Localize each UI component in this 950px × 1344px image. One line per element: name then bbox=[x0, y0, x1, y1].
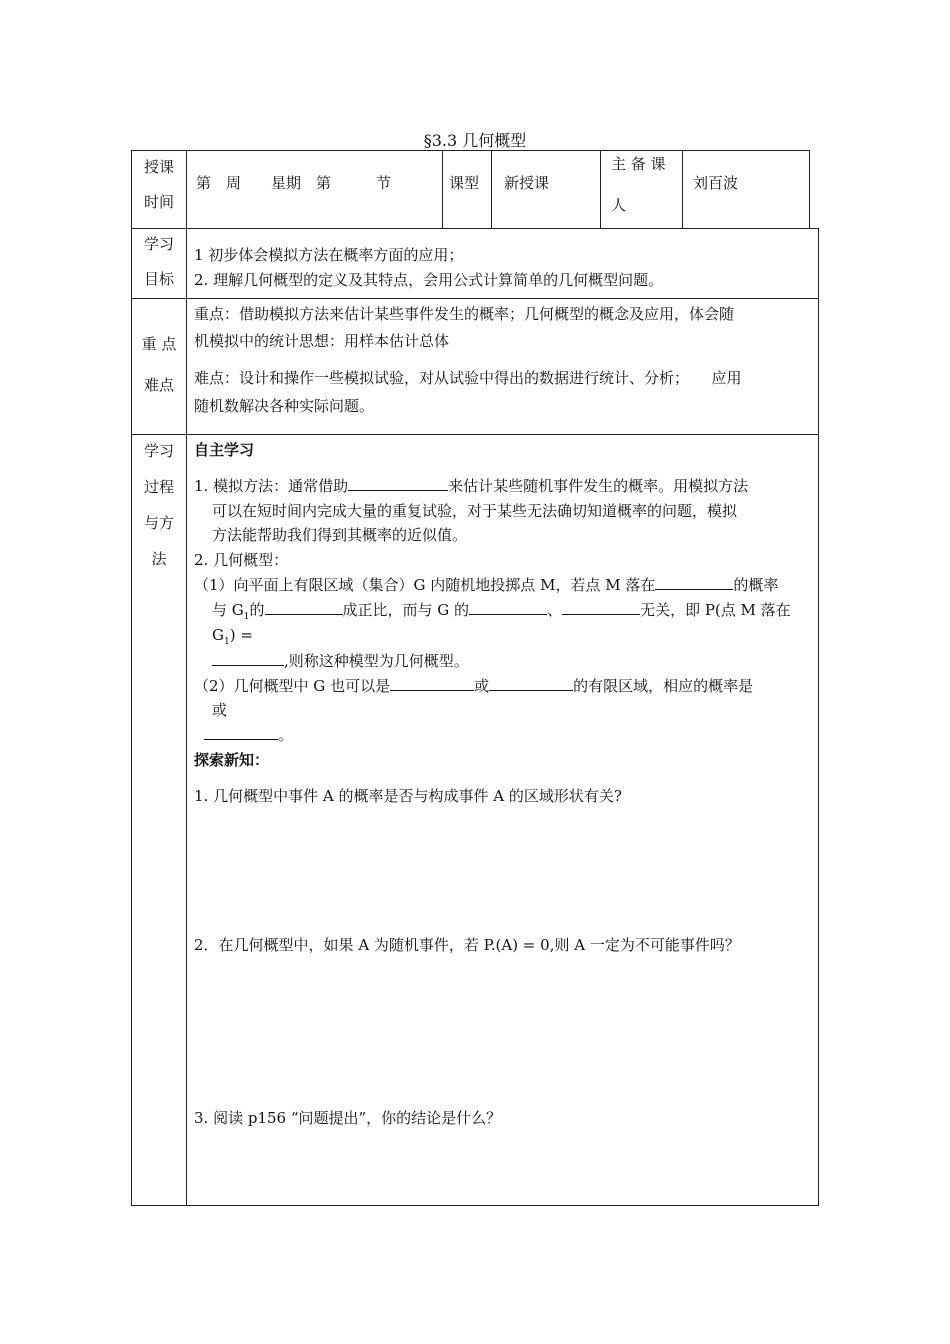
item1-line3: 方法能帮助我们得到其概率的近似值。 bbox=[212, 526, 468, 544]
table-border-top bbox=[131, 150, 810, 151]
item2-2-text-c: 的有限区域，相应的概率是 bbox=[573, 677, 754, 695]
self-study-heading: 自主学习 bbox=[194, 441, 255, 459]
item2-2-text-b: 或 bbox=[474, 677, 490, 695]
process-label-2: 过程 bbox=[143, 478, 174, 496]
fill-blank[interactable] bbox=[204, 725, 278, 740]
key-points-line-1: 重点：借助模拟方法来估计某些事件发生的概率；几何概型的概念及应用，体会随 bbox=[194, 305, 735, 323]
item2-1-text-a: （1）向平面上有限区域（集合）G 内随机地投掷点 M，若点 M 落在 bbox=[194, 576, 656, 594]
item2-2-line2: 或 bbox=[212, 701, 228, 719]
item2-1-text-f: 、 bbox=[547, 601, 563, 619]
table-border-row1 bbox=[131, 228, 819, 229]
item2-1-line4 bbox=[212, 649, 469, 673]
item2-1-text-e: 成正比，而与 G 的 bbox=[342, 601, 470, 619]
item1-text-a: 1. 模拟方法：通常借助 bbox=[194, 477, 349, 495]
table-col-header-5 bbox=[600, 150, 601, 229]
question-1: 1. 几何概型中事件 A 的概率是否与构成事件 A 的区域形状有关? bbox=[194, 787, 622, 805]
process-label-1: 学习 bbox=[143, 442, 174, 460]
difficulty-line-2: 随机数解决各种实际问题。 bbox=[194, 397, 375, 415]
goals-line-2: 2. 理解几何概型的定义及其特点，会用公式计算简单的几何概型问题。 bbox=[194, 271, 664, 289]
table-border-bottom bbox=[131, 1205, 819, 1206]
item2-1-line1 bbox=[194, 573, 778, 597]
item2-1-line2 bbox=[212, 598, 791, 629]
type-label: 课型 bbox=[449, 174, 480, 192]
goals-label-2: 目标 bbox=[143, 270, 174, 288]
time-label-1: 授课 bbox=[143, 158, 174, 176]
fill-blank[interactable] bbox=[265, 600, 343, 615]
preparer-value: 刘百波 bbox=[693, 174, 739, 192]
table-col-header-4 bbox=[491, 150, 492, 229]
table-border-row2 bbox=[131, 298, 819, 299]
preparer-label-2: 人 bbox=[611, 196, 627, 214]
table-col-header-3 bbox=[442, 150, 443, 229]
table-border-left bbox=[131, 150, 132, 1206]
item2-1-text-i: ) = bbox=[229, 626, 253, 644]
goals-line-1: 1 初步体会模拟方法在概率方面的应用； bbox=[194, 246, 464, 264]
item1-line2: 可以在短时间内完成大量的重复试验，对于某些无法确切知道概率的问题，模拟 bbox=[212, 502, 738, 520]
item2-2-text-e: 。 bbox=[278, 726, 294, 744]
fill-blank[interactable] bbox=[469, 600, 547, 615]
fill-blank[interactable] bbox=[562, 600, 640, 615]
subscript-2: 1 bbox=[223, 637, 230, 647]
key-points-label-1: 重 点 bbox=[141, 335, 177, 353]
difficulty-line-1: 难点：设计和操作一些模拟试验，对从试验中得出的数据进行统计、分析； 应用 bbox=[194, 369, 742, 387]
key-points-line-2: 机模拟中的统计思想：用样本估计总体 bbox=[194, 332, 450, 350]
table-col-divider bbox=[186, 150, 187, 1206]
preparer-label-1: 主 备 课 bbox=[611, 155, 666, 173]
process-label-4: 法 bbox=[151, 550, 167, 568]
process-label-3: 与方 bbox=[143, 514, 174, 532]
table-border-right-header bbox=[809, 150, 810, 229]
fill-blank[interactable] bbox=[655, 575, 733, 590]
fill-blank[interactable] bbox=[212, 651, 284, 666]
question-2: 2．在几何概型中，如果 A 为随机事件，若 P.(A) = 0,则 A 一定为不可能事件吗？ bbox=[194, 936, 740, 954]
goals-label-1: 学习 bbox=[143, 235, 174, 253]
fill-blank[interactable] bbox=[390, 676, 474, 691]
type-value: 新授课 bbox=[504, 174, 550, 192]
time-value: 第 周 星期 第 节 bbox=[196, 174, 392, 192]
question-3: 3. 阅读 p156 “问题提出”，你的结论是什么？ bbox=[194, 1109, 502, 1127]
document-title: §3.3 几何概型 bbox=[423, 131, 527, 150]
explore-heading: 探索新知： bbox=[194, 751, 270, 769]
item2-2-line1 bbox=[194, 674, 753, 698]
item2-1-text-g: 无关，即 P(点 M 落在 bbox=[640, 601, 791, 619]
fill-blank[interactable] bbox=[348, 476, 448, 491]
item2-1-text-j: ,则称这种模型为几何概型。 bbox=[284, 652, 469, 670]
key-points-label-2: 难点 bbox=[143, 376, 174, 394]
item2-1-text-c: 与 G bbox=[212, 601, 244, 619]
subscript-1: 1 bbox=[243, 612, 250, 622]
time-label-2: 时间 bbox=[143, 193, 174, 211]
table-col-header-6 bbox=[682, 150, 683, 229]
item1-text-b: 来估计某些随机事件发生的概率。用模拟方法 bbox=[448, 477, 749, 495]
fill-blank[interactable] bbox=[489, 676, 573, 691]
table-border-right bbox=[818, 228, 819, 1206]
item2-heading: 2. 几何概型： bbox=[194, 551, 289, 569]
item2-1-text-b: 的概率 bbox=[733, 576, 779, 594]
table-border-row3 bbox=[131, 434, 819, 435]
item2-1-text-h: G bbox=[212, 626, 224, 644]
item2-2-line3 bbox=[204, 723, 293, 747]
item2-1-text-d: 的 bbox=[249, 601, 265, 619]
item1-line1 bbox=[194, 474, 748, 498]
item2-2-text-a: （2）几何概型中 G 也可以是 bbox=[194, 677, 391, 695]
